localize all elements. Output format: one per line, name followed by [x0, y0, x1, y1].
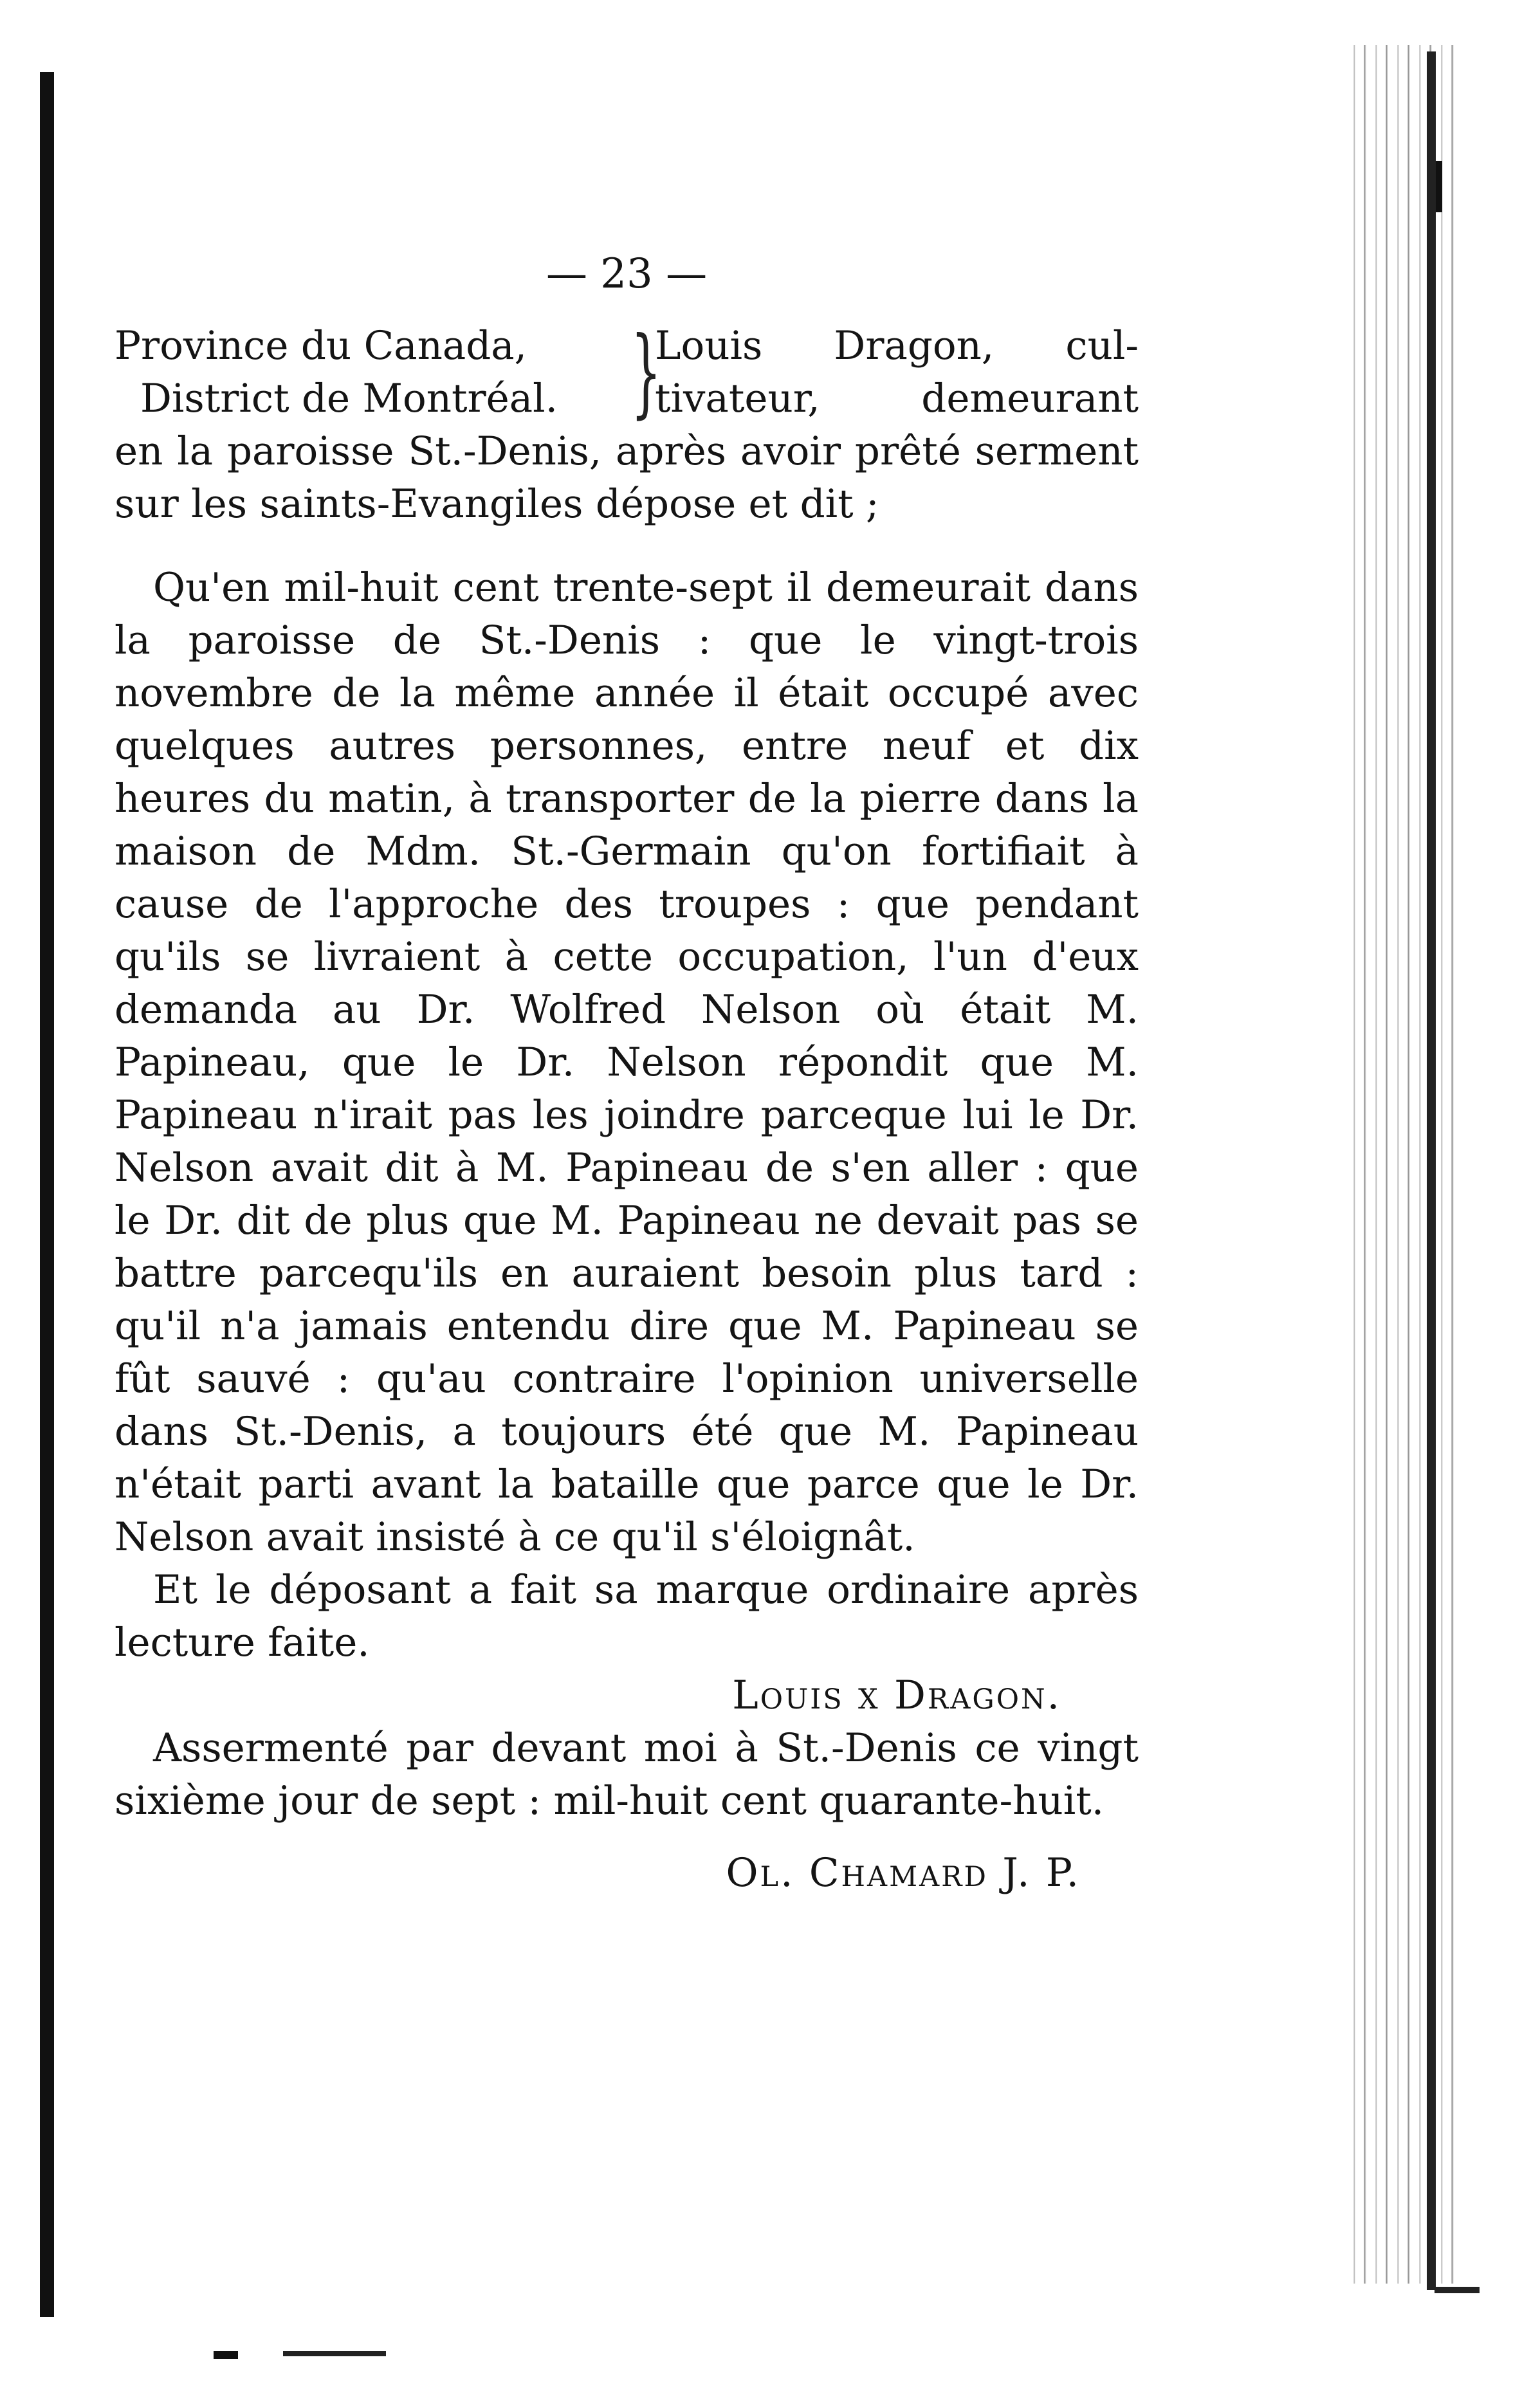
- page-number: — 23 —: [545, 250, 708, 298]
- testimony-paragraph: Qu'en mil-huit cent trente-sept il demeurait dans la paroisse de St.-Denis : que le vingt-trois novembre de la même année il était occupé avec quelques autres personnes, entre neuf et dix heures du matin, à transporter de la pierre dans la maison de Mdm. St.-Germain qu'on fortifiait à cause de l'approche des troupes : que pendant qu'ils se livraient à cette occupation, l'un d'eux demanda au Dr. Wolfred Nelson où était M. Papineau, que le Dr. Nelson répondit que M. Papineau n'irait pas les joindre parceque lui le Dr. Nelson avait dit à M. Papineau de s'en aller : que le Dr. dit de plus que M. Papineau ne devait pas se battre parcequ'ils en auraient besoin plus tard : qu'il n'a jamais entendu dire que M. Papineau se fût sauvé : qu'au contraire l'opinion universelle dans St.-Denis, a toujours été que M. Papineau n'était parti avant la bataille que parce que le Dr. Nelson avait insisté à ce qu'il s'éloignât.: [115, 565, 1139, 1560]
- jurisdiction-province: Province du Canada,: [115, 323, 527, 369]
- oath-intro: en la paroisse St.-Denis, après avoir prêté serment sur les saints-Evangiles dépose et dit ;: [115, 428, 1139, 527]
- page-binding-edge: [40, 72, 54, 2317]
- bottom-mark: [214, 2351, 238, 2359]
- edge-mark: [1436, 161, 1442, 212]
- page-edge-line: [1427, 51, 1436, 2290]
- bottom-mark: [1435, 2287, 1480, 2293]
- deponent-line-2: tivateur, demeurant: [655, 376, 1139, 421]
- page-stack-edge: [1344, 45, 1460, 2284]
- jurisdiction-district: District de Montréal.: [140, 376, 558, 421]
- closing-paragraph: Et le déposant a fait sa marque ordinaire après lecture faite.: [115, 1567, 1139, 1665]
- deponent-signature: Louis x Dragon.: [732, 1672, 1061, 1718]
- deponent-line-1: Louis Dragon, cul-: [655, 323, 1139, 369]
- deponent: [655, 320, 1139, 425]
- attestation-paragraph: Assermenté par devant moi à St.-Denis ce vingt sixième jour de sept : mil-huit cent quarante-huit.: [115, 1725, 1139, 1824]
- deposition-header: [115, 316, 1139, 428]
- document-page: [115, 248, 1139, 1900]
- bottom-mark: [283, 2351, 386, 2356]
- jurisdiction: [115, 320, 623, 425]
- brace-symbol: }: [630, 316, 662, 428]
- justice-signature: Ol. Chamard J. P.: [726, 1850, 1081, 1896]
